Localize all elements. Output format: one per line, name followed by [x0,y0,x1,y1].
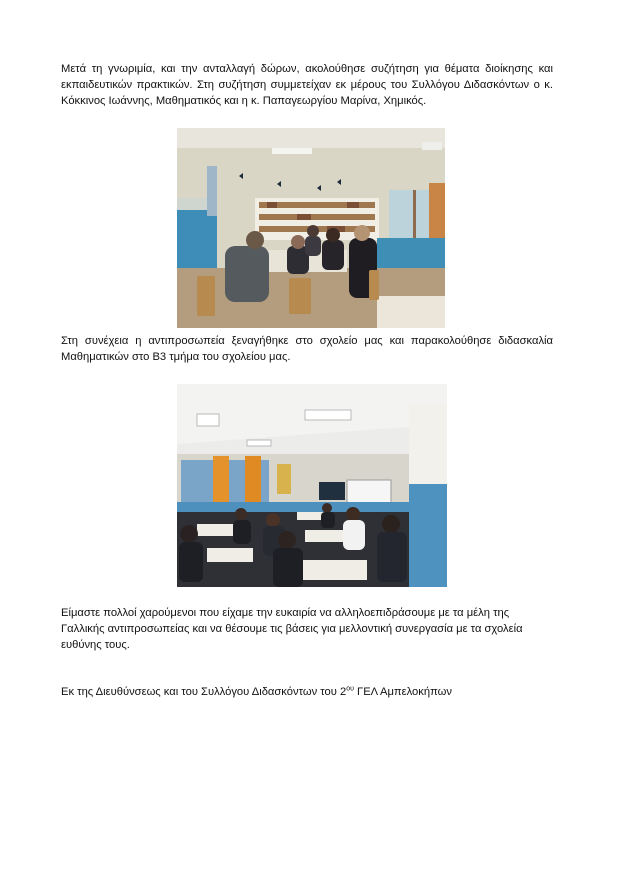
signoff-text-start: Εκ της Διευθύνσεως και του Συλλόγου Διδασκόντων του 2 [61,686,347,698]
signoff-ordinal-superscript: ου [346,685,354,693]
paragraph-tour: Στη συνέχεια η αντιπροσωπεία ξεναγήθηκε στο σχολείο μας και παρακολούθησε διδασκαλία Μαθηματικών στο Β3 τμήμα του σχολείου μας. [61,335,553,363]
signoff-line [61,684,553,700]
photo-classroom-lesson [177,384,447,587]
paragraph-cooperation: Είμαστε πολλοί χαρούμενοι που είχαμε την ευκαιρία να αλληλοεπιδράσουμε με τα μέλη της Γαλλικής αντιπροσωπείας και να θέσουμε τις βάσεις για μελλοντική συνεργασία με τα σχολεία ευθύνης τους. [61,607,523,651]
signoff-text-end: ΓΕΛ Αμπελοκήπων [353,686,452,698]
photo-library-meeting [177,128,445,328]
paragraph-meeting: Μετά τη γνωριμία, και την ανταλλαγή δώρων, ακολούθησε συζήτηση για θέματα διοίκησης και εκπαιδευτικών πρακτικών. Στη συζήτηση συμμετείχαν εκ μέρους του Συλλόγου Διδασκόντων ο κ. Κόκκινος Ιωάννης, Μαθηματικός και η κ. Παπαγεωργίου Μαρίνα, Χημικός. [61,63,553,107]
